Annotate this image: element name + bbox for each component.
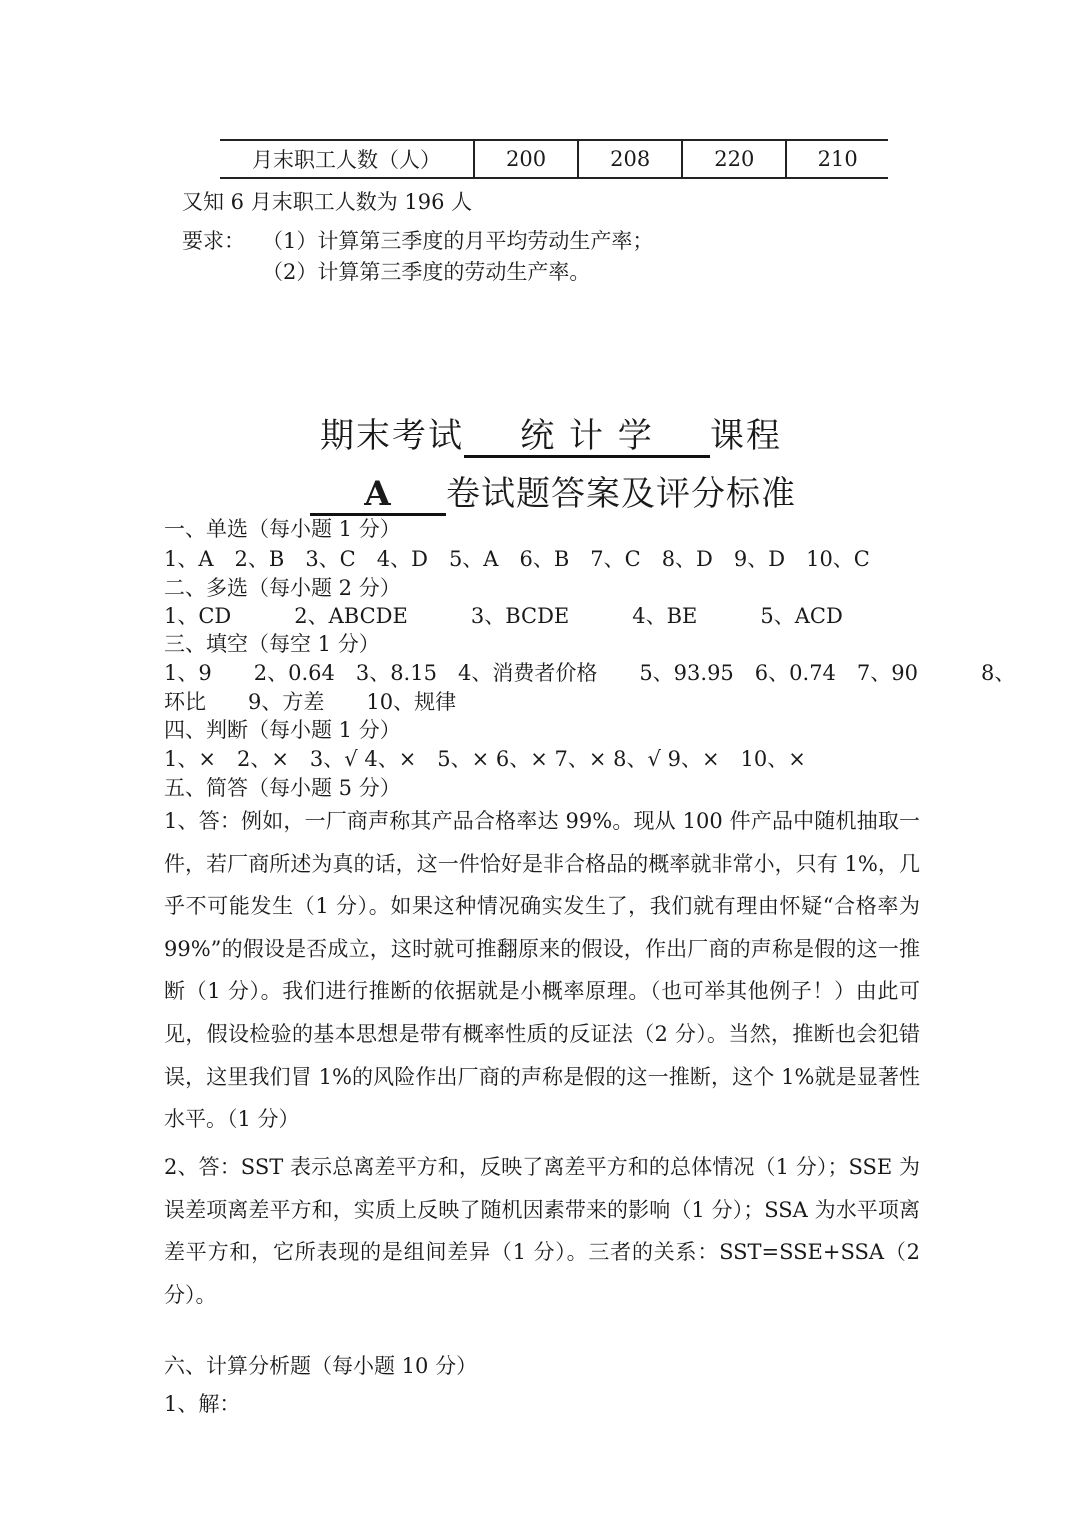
section-3-answers-line2: 环比 9、方差 10、规律	[164, 690, 457, 714]
section-2-heading: 二、多选（每小题 2 分）	[164, 576, 401, 600]
short-answer-1: 1、答：例如，一厂商声称其产品合格率达 99%。现从 100 件产品中随机抽取一件，若厂商所述为真的话，这一件恰好是非合格品的概率就非常小，只有 1%，几乎不可能发生（1 分）。如果这种情况确实发生了，我们就有理由怀疑“合格率为 99%”的假设是否成立，这时就可推翻原来的假设，作出厂商的声称是假的这一推断（1 分）。我们进行推断的依据就是小概率原理。（也可举其他例子！）由此可见，假设检验的基本思想是带有概率性质的反证法（2 分）。当然，推断也会犯错误，这里我们冒 1%的风险作出厂商的声称是假的这一推断，这个 1%就是显著性水平。（1 分）	[164, 809, 920, 1132]
section-3-heading: 三、填空（每空 1 分）	[164, 632, 380, 656]
title-paper: A	[310, 477, 446, 516]
section-3-answers-line1: 1、9 2、0.64 3、8.15 4、消费者价格 5、93.95 6、0.74 7、90 8、	[164, 661, 1016, 685]
short-answer-2: 2、答：SST 表示总离差平方和，反映了离差平方和的总体情况（1 分）；SSE 为误差项离差平方和，实质上反映了随机因素带来的影响（1 分）；SSA 为水平项离差平方和，它所表现的是组间差异（1 分）。三者的关系：SST=SSE+SSA（2 分）。	[164, 1155, 920, 1307]
table-row	[220, 140, 888, 178]
requirement-item-1: （1）计算第三季度的月平均劳动生产率；	[262, 229, 654, 253]
given-condition: 又知 6 月末职工人数为 196 人	[182, 190, 473, 214]
title-prefix: 期末考试	[320, 416, 464, 456]
page-subtitle	[310, 466, 796, 516]
title-suffix: 课程	[710, 416, 782, 456]
page-title	[320, 408, 782, 458]
table-cell: 200	[474, 140, 578, 178]
section-4-heading: 四、判断（每小题 1 分）	[164, 718, 401, 742]
table-cell: 220	[682, 140, 786, 178]
section-4-answers: 1、× 2、× 3、√ 4、× 5、× 6、× 7、× 8、√ 9、× 10、×	[164, 747, 806, 771]
staff-table	[220, 139, 888, 179]
solution-1-label: 1、解：	[164, 1392, 241, 1416]
table-row-label: 月末职工人数（人）	[220, 140, 474, 178]
section-1-answers: 1、A 2、B 3、C 4、D 5、A 6、B 7、C 8、D 9、D 10、C	[164, 547, 870, 571]
requirement-item-2: （2）计算第三季度的劳动生产率。	[262, 260, 591, 284]
title-rest: 卷试题答案及评分标准	[446, 474, 796, 514]
section-1-heading: 一、单选（每小题 1 分）	[164, 517, 401, 541]
requirements-label: 要求：	[182, 229, 245, 253]
title-course: 统 计 学	[464, 419, 710, 458]
section-2-answers: 1、CD 2、ABCDE 3、BCDE 4、BE 5、ACD	[164, 604, 843, 628]
table-cell: 208	[578, 140, 682, 178]
table-cell: 210	[786, 140, 888, 178]
section-5-heading: 五、简答（每小题 5 分）	[164, 776, 401, 800]
section-6-heading: 六、计算分析题（每小题 10 分）	[164, 1354, 478, 1378]
